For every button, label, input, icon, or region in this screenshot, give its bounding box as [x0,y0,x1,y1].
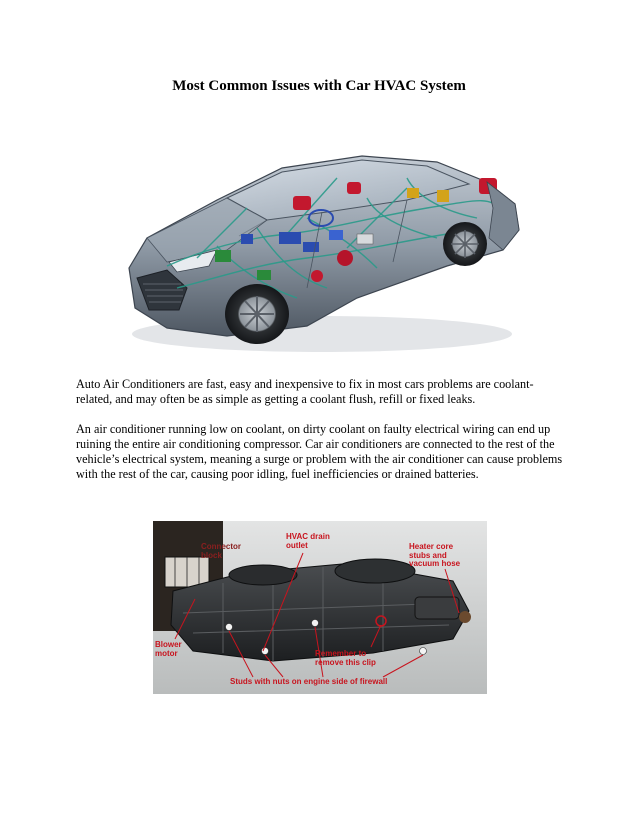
paragraph-electrical: An air conditioner running low on coolant, on dirty coolant on faulty electrical wiring can end up ruining the entire air conditioning compressor. Car air conditioners are connected to the rest of the vehicle’s electrical system, meaning a surge or problem with the air conditioner can cause problems with the rest of the car, causing poor idling, fuel inefficiencies or drained batteries. [76,422,563,481]
car-wiring-image [107,138,534,360]
label-hvac-drain-outlet: HVAC drain outlet [286,532,330,550]
car-wiring-illustration [107,138,534,360]
label-heater-core: Heater core stubs and vacuum hose [409,542,461,568]
hvac-unit-image [153,521,487,694]
label-remove-clip: Remember to remove this clip [315,649,376,667]
label-connector-block: Connector block [201,542,241,560]
page-title: Most Common Issues with Car HVAC System [172,78,466,94]
label-blower-motor: Blower motor [155,640,182,658]
label-studs: Studs with nuts on engine side of firewall [230,677,388,686]
paragraph-intro: Auto Air Conditioners are fast, easy and inexpensive to fix in most cars problems are coolant-related, and may often be as simple as getting a coolant flush, refill or fixed leaks. [76,377,534,406]
